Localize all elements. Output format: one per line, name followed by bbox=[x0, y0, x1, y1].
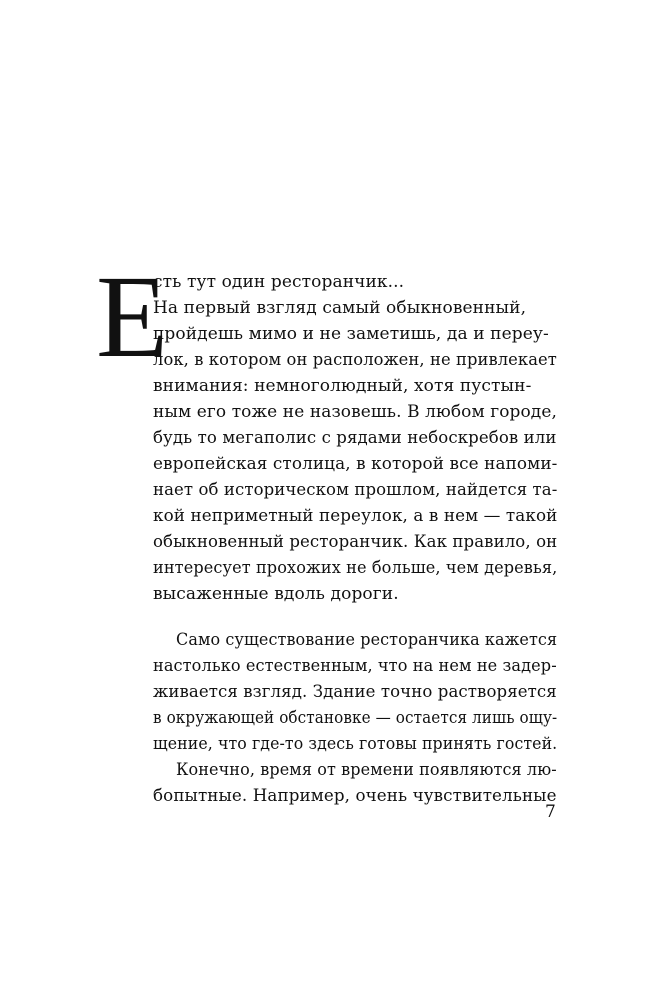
text-line: будь то мегаполис с рядами небоскребов или bbox=[153, 428, 557, 448]
text-line: сть тут один ресторанчик... bbox=[153, 272, 405, 292]
text-line: бопытные. Например, очень чувствительные bbox=[153, 786, 557, 806]
text-line: Конечно, время от времени появляются лю- bbox=[176, 760, 557, 780]
text-line: интересует прохожих не больше, чем деревья, bbox=[153, 558, 558, 578]
text-line: кой неприметный переулок, а в нем — такой bbox=[153, 506, 558, 526]
text-line: ным его тоже не назовешь. В любом городе, bbox=[153, 402, 557, 422]
page-number: 7 bbox=[545, 802, 556, 822]
text-line: Само существование ресторанчика кажется bbox=[176, 630, 558, 650]
text-line: На первый взгляд самый обыкновенный, bbox=[153, 298, 527, 318]
text-line: пройдешь мимо и не заметишь, да и переу- bbox=[153, 324, 549, 344]
text-line: щение, что где-то здесь готовы принять гостей. bbox=[153, 734, 558, 754]
text-line: европейская столица, в которой все напоми- bbox=[153, 454, 558, 474]
text-line: обыкновенный ресторанчик. Как правило, он bbox=[153, 532, 558, 552]
text-line: живается взгляд. Здание точно растворяется bbox=[153, 682, 557, 702]
text-line: в окружающей обстановке — остается лишь ощу- bbox=[153, 708, 558, 728]
text-line: настолько естественным, что на нем не задер- bbox=[153, 656, 557, 676]
text-line: внимания: немноголюдный, хотя пустын- bbox=[153, 376, 532, 396]
text-line: нает об историческом прошлом, найдется та- bbox=[153, 480, 558, 500]
drop-cap-letter: Е bbox=[96, 251, 169, 382]
text-line: высаженные вдоль дороги. bbox=[153, 584, 399, 604]
text-line: лок, в котором он расположен, не привлекает bbox=[153, 350, 557, 370]
